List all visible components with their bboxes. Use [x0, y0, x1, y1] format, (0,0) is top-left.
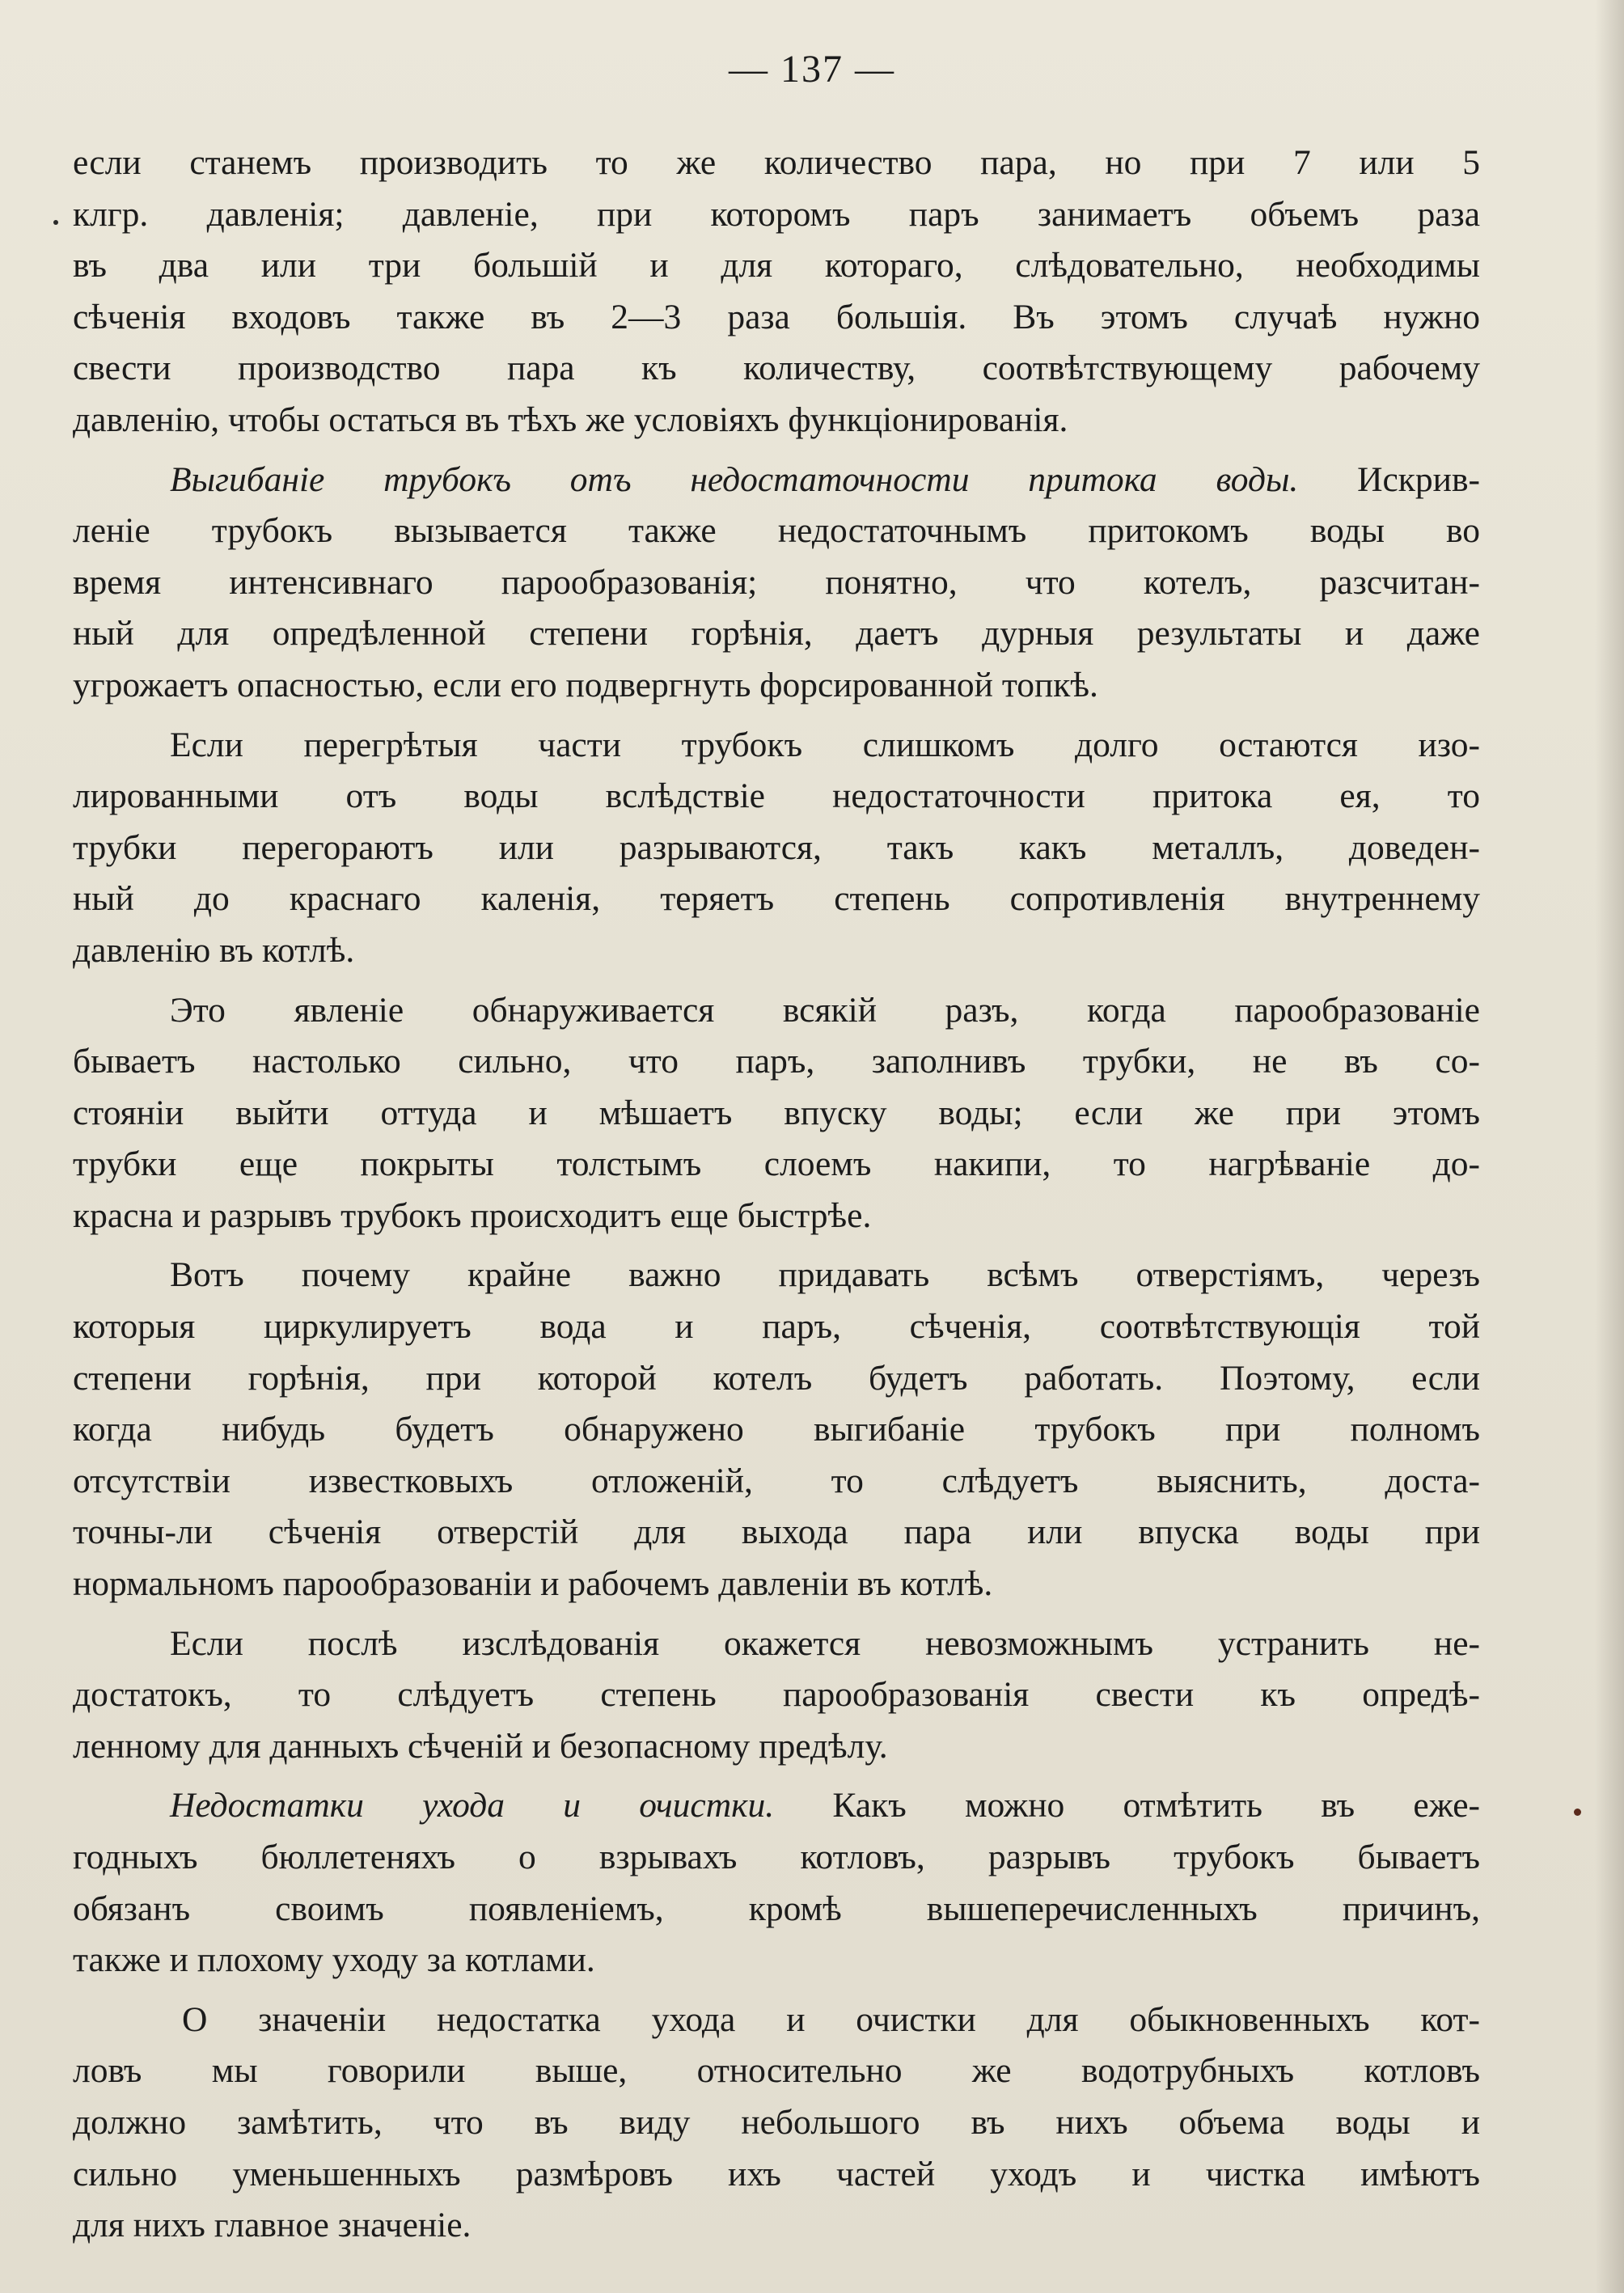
- paragraph-8: [73, 1995, 1480, 2252]
- text-line: годныхъ бюллетеняхъ о взрывахъ котловъ, разрывъ трубокъ бываетъ: [73, 1838, 1480, 1876]
- paragraph-1: [73, 137, 1480, 446]
- text-run: Какъ можно отмѣтить въ еже-: [832, 1786, 1480, 1826]
- text-line: должно замѣтить, что въ виду небольшого въ нихъ объема воды и: [73, 2102, 1480, 2142]
- text-line: степени горѣнія, при которой котелъ будетъ работать. Поэтому, если: [73, 1358, 1480, 1398]
- text-line: также и плохому уходу за котлами.: [73, 1940, 595, 1980]
- text-line: точны-ли сѣченія отверстій для выхода пара или впуска воды при: [73, 1512, 1480, 1552]
- text-line: стояніи выйти оттуда и мѣшаетъ впуску воды; если же при этомъ: [73, 1093, 1480, 1132]
- text-line: нормальномъ парообразованіи и рабочемъ давленіи въ котлѣ.: [73, 1564, 993, 1604]
- text-line: ный для опредѣленной степени горѣнія, даетъ дурныя результаты и даже: [73, 614, 1480, 654]
- text-line: сѣченія входовъ также въ 2—3 раза большія. Въ этомъ случаѣ нужно: [73, 297, 1480, 336]
- text-line: время интенсивнаго парообразованія; понятно, что котелъ, разсчитан-: [73, 562, 1480, 602]
- section-heading-bending: Выгибаніе трубокъ отъ недостаточности притока воды.: [170, 459, 1299, 499]
- text-line: достатокъ, то слѣдуетъ степень парообразованія свести къ опредѣ-: [73, 1675, 1480, 1715]
- text-line: леніе трубокъ вызывается также недостаточнымъ притокомъ воды во: [73, 511, 1480, 551]
- text-line: если станемъ производить то же количество пара, но при 7 или 5: [73, 143, 1480, 182]
- text-line: которыя циркулируетъ вода и паръ, сѣченія, соотвѣтствующія той: [73, 1307, 1480, 1347]
- text-line: давленію въ котлѣ.: [73, 930, 355, 970]
- paragraph-3: [73, 720, 1480, 977]
- text-line: [73, 455, 1480, 506]
- section-heading-maintenance: Недостатки ухода и очистки.: [170, 1786, 775, 1826]
- text-line: для нихъ главное значеніе.: [73, 2206, 472, 2245]
- paragraph-6: [73, 1618, 1480, 1773]
- paragraph-2: [73, 455, 1480, 712]
- body-text: [73, 137, 1480, 2252]
- text-line: въ два или три большій и для котораго, слѣдовательно, необходимы: [73, 246, 1480, 286]
- text-line: отсутствіи известковыхъ отложеній, то слѣдуетъ выяснить, доста-: [73, 1461, 1480, 1500]
- ink-speck: [1574, 1809, 1581, 1816]
- page-edge-shadow: [1595, 0, 1624, 2293]
- paragraph-4: [73, 985, 1480, 1242]
- text-line: бываетъ настолько сильно, что паръ, заполнивъ трубки, не въ со-: [73, 1042, 1480, 1081]
- text-line: ленному для данныхъ сѣченій и безопасному предѣлу.: [73, 1726, 888, 1766]
- text-line: давленію, чтобы остаться въ тѣхъ же условіяхъ функціонированія.: [73, 400, 1068, 439]
- text-line: обязанъ своимъ появленіемъ, кромѣ вышеперечисленныхъ причинъ,: [73, 1889, 1480, 1928]
- text-line: ный до краснаго каленія, теряетъ степень сопротивленія внутреннему: [73, 879, 1480, 919]
- text-line: Вотъ почему крайне важно придавать всѣмъ отверстіямъ, черезъ: [170, 1255, 1480, 1295]
- text-line: угрожаетъ опасностью, если его подвергнуть форсированной топкѣ.: [73, 665, 1098, 704]
- paragraph-5: [73, 1250, 1480, 1610]
- text-line: Это явленіе обнаруживается всякій разъ, когда парообразованіе: [170, 990, 1480, 1030]
- text-line: сильно уменьшенныхъ размѣровъ ихъ частей уходъ и чистка имѣютъ: [73, 2154, 1480, 2194]
- text-line: трубки перегораютъ или разрываются, такъ какъ металлъ, доведен-: [73, 827, 1480, 867]
- ink-speck: [53, 220, 58, 225]
- text-run: Искрив-: [1357, 459, 1480, 499]
- text-line: Если послѣ изслѣдованія окажется невозможнымъ устранить не-: [170, 1623, 1480, 1663]
- paragraph-7: [73, 1780, 1480, 1986]
- text-line: свести производство пара къ количеству, соотвѣтствующему рабочему: [73, 349, 1480, 388]
- text-line: лированными отъ воды вслѣдствіе недостаточности притока ея, то: [73, 776, 1480, 816]
- text-line: ловъ мы говорили выше, относительно же водотрубныхъ котловъ: [73, 2051, 1480, 2091]
- text-line: О значеніи недостатка ухода и очистки для обыкновенныхъ кот-: [182, 1999, 1480, 2039]
- text-line: когда нибудь будетъ обнаружено выгибаніе трубокъ при полномъ: [73, 1410, 1480, 1449]
- text-line: Если перегрѣтыя части трубокъ слишкомъ долго остаются изо-: [170, 725, 1480, 764]
- page-number: — 137 —: [729, 48, 895, 91]
- text-line: клгр. давленія; давленіе, при которомъ паръ занимаетъ объемъ раза: [73, 194, 1480, 234]
- text-line: [73, 1780, 1480, 1832]
- text-line: трубки еще покрыты толстымъ слоемъ накипи, то нагрѣваніе до-: [73, 1144, 1480, 1184]
- text-line: красна и разрывъ трубокъ происходитъ еще быстрѣе.: [73, 1195, 872, 1235]
